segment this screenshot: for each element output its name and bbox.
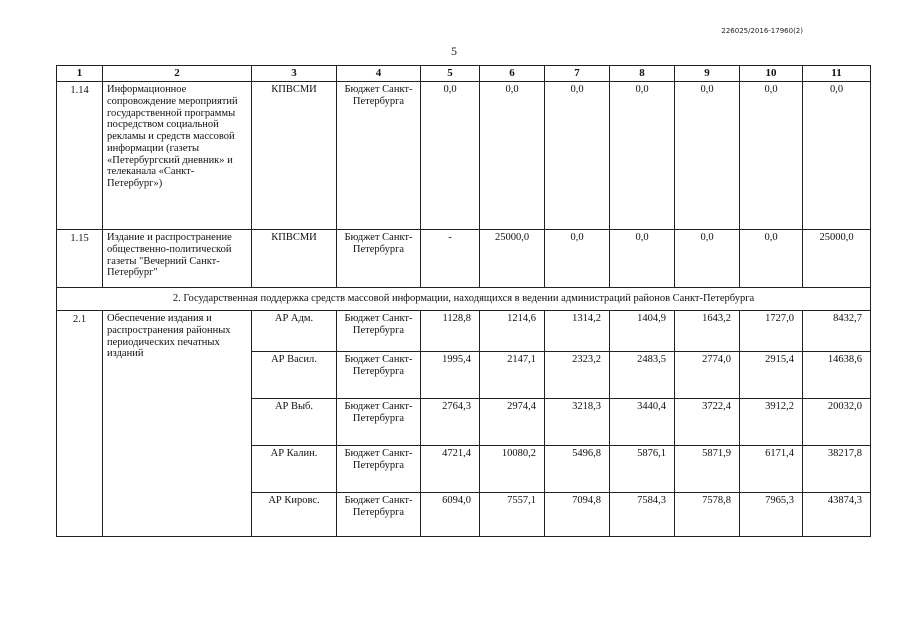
value-cell: 6171,4 bbox=[740, 446, 803, 493]
table-row bbox=[57, 311, 871, 352]
funding-source: Бюджет Санкт-Петербурга bbox=[337, 493, 421, 537]
column-header: 3 bbox=[252, 66, 337, 82]
page-number: 5 bbox=[451, 44, 457, 58]
value-cell: 3440,4 bbox=[610, 399, 675, 446]
value-cell: 3722,4 bbox=[675, 399, 740, 446]
value-cell: 38217,8 bbox=[803, 446, 871, 493]
value-cell: 0,0 bbox=[480, 82, 545, 230]
value-cell: - bbox=[421, 230, 480, 288]
value-cell: 2974,4 bbox=[480, 399, 545, 446]
funding-source: Бюджет Санкт-Петербурга bbox=[337, 230, 421, 288]
section-heading-row bbox=[57, 288, 871, 311]
executor: АР Адм. bbox=[252, 311, 337, 352]
value-cell: 3218,3 bbox=[545, 399, 610, 446]
value-cell: 2764,3 bbox=[421, 399, 480, 446]
value-cell: 1404,9 bbox=[610, 311, 675, 352]
value-cell: 5871,9 bbox=[675, 446, 740, 493]
value-cell: 7584,3 bbox=[610, 493, 675, 537]
column-header: 8 bbox=[610, 66, 675, 82]
activity-name: Обеспечение издания и распространения районных периодических печатных изданий bbox=[103, 311, 252, 537]
value-cell: 1643,2 bbox=[675, 311, 740, 352]
value-cell: 3912,2 bbox=[740, 399, 803, 446]
value-cell: 0,0 bbox=[675, 230, 740, 288]
value-cell: 0,0 bbox=[675, 82, 740, 230]
table-header-row bbox=[57, 66, 871, 82]
section-title: 2. Государственная поддержка средств массовой информации, находящихся в ведении администраций районов Санкт-Петербурга bbox=[57, 288, 871, 311]
value-cell: 0,0 bbox=[610, 230, 675, 288]
funding-source: Бюджет Санкт-Петербурга bbox=[337, 399, 421, 446]
value-cell: 7965,3 bbox=[740, 493, 803, 537]
value-cell: 1314,2 bbox=[545, 311, 610, 352]
executor: АР Васил. bbox=[252, 352, 337, 399]
column-header: 4 bbox=[337, 66, 421, 82]
value-cell: 7578,8 bbox=[675, 493, 740, 537]
column-header: 6 bbox=[480, 66, 545, 82]
row-number: 2.1 bbox=[57, 311, 103, 537]
executor: КПВСМИ bbox=[252, 82, 337, 230]
value-cell: 2774,0 bbox=[675, 352, 740, 399]
activity-name: Информационное сопровождение мероприятий государственной программы посредством социальной рекламы и средств массовой информации (газеты «Петербургский дневник» и телеканала «Санкт-Петербург») bbox=[103, 82, 252, 230]
column-header: 1 bbox=[57, 66, 103, 82]
document-id: 226025/2016-17960(2) bbox=[721, 27, 803, 35]
row-number: 1.15 bbox=[57, 230, 103, 288]
value-cell: 2147,1 bbox=[480, 352, 545, 399]
value-cell: 25000,0 bbox=[480, 230, 545, 288]
funding-source: Бюджет Санкт-Петербурга bbox=[337, 446, 421, 493]
table-row bbox=[57, 230, 871, 288]
executor: КПВСМИ bbox=[252, 230, 337, 288]
funding-source: Бюджет Санкт-Петербурга bbox=[337, 352, 421, 399]
value-cell: 7557,1 bbox=[480, 493, 545, 537]
value-cell: 4721,4 bbox=[421, 446, 480, 493]
value-cell: 0,0 bbox=[545, 230, 610, 288]
value-cell: 5876,1 bbox=[610, 446, 675, 493]
executor: АР Калин. bbox=[252, 446, 337, 493]
value-cell: 0,0 bbox=[803, 82, 871, 230]
value-cell: 1995,4 bbox=[421, 352, 480, 399]
executor: АР Выб. bbox=[252, 399, 337, 446]
value-cell: 0,0 bbox=[545, 82, 610, 230]
value-cell: 2915,4 bbox=[740, 352, 803, 399]
column-header: 9 bbox=[675, 66, 740, 82]
value-cell: 10080,2 bbox=[480, 446, 545, 493]
budget-table bbox=[56, 65, 871, 537]
value-cell: 1128,8 bbox=[421, 311, 480, 352]
value-cell: 2323,2 bbox=[545, 352, 610, 399]
value-cell: 1727,0 bbox=[740, 311, 803, 352]
value-cell: 8432,7 bbox=[803, 311, 871, 352]
value-cell: 1214,6 bbox=[480, 311, 545, 352]
activity-name: Издание и распространение общественно-политической газеты "Вечерний Санкт-Петербург" bbox=[103, 230, 252, 288]
value-cell: 20032,0 bbox=[803, 399, 871, 446]
value-cell: 5496,8 bbox=[545, 446, 610, 493]
column-header: 2 bbox=[103, 66, 252, 82]
value-cell: 25000,0 bbox=[803, 230, 871, 288]
value-cell: 7094,8 bbox=[545, 493, 610, 537]
funding-source: Бюджет Санкт-Петербурга bbox=[337, 82, 421, 230]
column-header: 11 bbox=[803, 66, 871, 82]
column-header: 10 bbox=[740, 66, 803, 82]
value-cell: 0,0 bbox=[610, 82, 675, 230]
value-cell: 0,0 bbox=[421, 82, 480, 230]
table-row bbox=[57, 82, 871, 230]
value-cell: 43874,3 bbox=[803, 493, 871, 537]
value-cell: 6094,0 bbox=[421, 493, 480, 537]
funding-source: Бюджет Санкт-Петербурга bbox=[337, 311, 421, 352]
executor: АР Кировс. bbox=[252, 493, 337, 537]
value-cell: 0,0 bbox=[740, 230, 803, 288]
row-number: 1.14 bbox=[57, 82, 103, 230]
value-cell: 14638,6 bbox=[803, 352, 871, 399]
column-header: 5 bbox=[421, 66, 480, 82]
column-header: 7 bbox=[545, 66, 610, 82]
value-cell: 0,0 bbox=[740, 82, 803, 230]
value-cell: 2483,5 bbox=[610, 352, 675, 399]
